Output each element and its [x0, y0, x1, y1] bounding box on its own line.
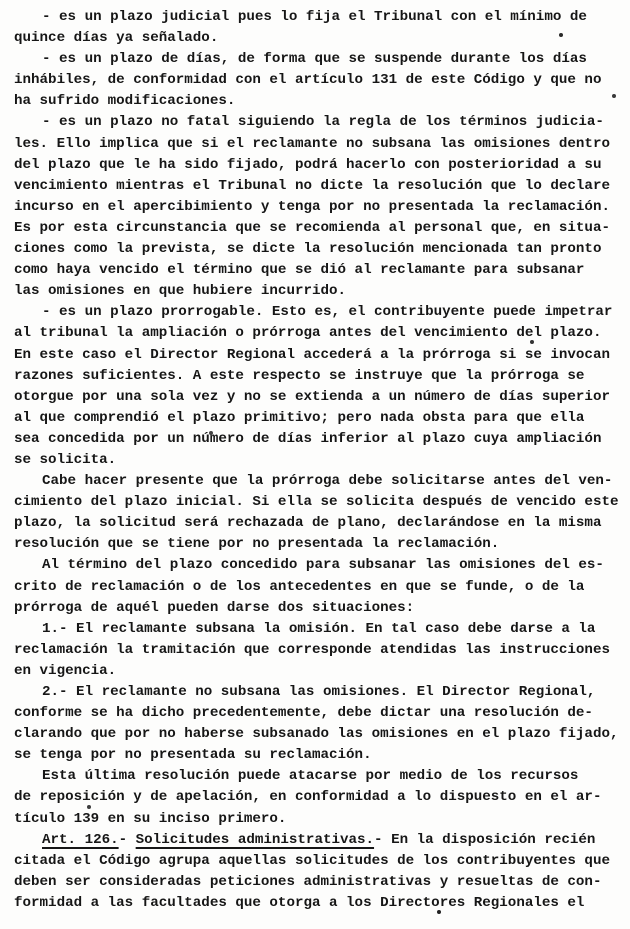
text-line [14, 830, 626, 851]
text-line: - es un plazo de días, de forma que se suspende durante los días [42, 51, 587, 68]
text-line: inhábiles, de conformidad con el artículo 131 de este Código y que no [14, 72, 602, 89]
text-line: quince días ya señalado. [14, 30, 219, 47]
text-line: tículo 139 en su inciso primero. [14, 810, 287, 827]
text-line: citada el Código agrupa aquellas solicitudes de los contribuyentes que [14, 852, 610, 869]
text-line: Cabe hacer presente que la prórroga debe solicitarse antes del ven- [42, 473, 613, 490]
text-line: ciones como la prevista, se dicte la resolución mencionada tan pronto [14, 241, 602, 258]
text-line: 1.- El reclamante subsana la omisión. En tal caso debe darse a la [42, 620, 596, 637]
text-line: prórroga de aquél pueden darse dos situaciones: [14, 599, 415, 616]
text-line: crito de reclamación o de los antecedentes en que se funde, o de la [14, 578, 585, 595]
text-line: - es un plazo prorrogable. Esto es, el contribuyente puede impetrar [42, 304, 613, 321]
text-line: clarando que por no haberse subsanado las omisiones en el plazo fijado, [14, 726, 619, 743]
text-line: al tribunal la ampliación o prórroga antes del vencimiento del plazo. [14, 325, 602, 342]
text-line: En este caso el Director Regional accederá a la prórroga si se invocan [14, 346, 610, 363]
text-line: ha sufrido modificaciones. [14, 93, 236, 110]
underlined-heading-segment: Solicitudes administrativas. [135, 831, 375, 848]
text-line: - es un plazo judicial pues lo fija el Tribunal con el mínimo de [42, 9, 587, 25]
text-line: Al término del plazo concedido para subsanar las omisiones del es- [42, 557, 604, 574]
text-line: se tenga por no presentada su reclamación. [14, 747, 372, 764]
text-line: razones suficientes. A este respecto se instruye que la prórroga se [14, 367, 585, 384]
text-line: - es un plazo no fatal siguiendo la regla de los términos judicia- [42, 114, 604, 131]
text-line: formidad a las facultades que otorga a los Directores Regionales el [14, 894, 585, 911]
text-line: 2.- El reclamante no subsana las omisiones. El Director Regional, [42, 684, 596, 700]
text-line: sea concedida por un número de días inferior al plazo cuya ampliación [14, 430, 602, 447]
text-line: se solicita. [14, 451, 117, 468]
text-line: resolución que se tiene por no presentada la reclamación. [14, 536, 500, 553]
text-line: vencimiento mientras el Tribunal no dicte la resolución que lo declare [14, 177, 610, 194]
text-line: al que comprendió el plazo primitivo; pero nada obsta para que ella [14, 409, 585, 426]
underlined-heading-segment: Art. 126. [42, 831, 119, 848]
text-segment: - [118, 831, 136, 848]
text-line: reclamación la tramitación que corresponde atendidas las instrucciones [14, 641, 610, 658]
text-line: otorgue por una sola vez y no se extienda a un número de días superior [14, 388, 610, 405]
text-line: las omisiones en que hubiere incurrido. [14, 283, 347, 300]
text-line: les. Ello implica que si el reclamante no subsana las omisiones dentro [14, 135, 610, 152]
text-line: conforme se ha dicho precedentemente, debe dictar una resolución de- [14, 705, 593, 722]
text-line: Esta última resolución puede atacarse por medio de los recursos [42, 768, 579, 785]
text-line: de reposición y de apelación, en conformidad a lo dispuesto en el ar- [14, 789, 602, 806]
text-line: cimiento del plazo inicial. Si ella se solicita después de vencido este [14, 494, 619, 511]
text-line: Es por esta circunstancia que se recomienda al personal que, en situa- [14, 219, 610, 236]
text-line: en vigencia. [14, 662, 117, 679]
text-line: del plazo que le ha sido fijado, podrá hacerlo con posterioridad a su [14, 156, 602, 173]
text-line: plazo, la solicitud será rechazada de plano, declarándose en la misma [14, 515, 602, 532]
text-line: como haya vencido el término que se dió al reclamante para subsanar [14, 262, 585, 279]
text-line: deben ser consideradas peticiones administrativas y resueltas de con- [14, 873, 602, 890]
text-segment: - En la disposición recién [374, 831, 596, 848]
document-body [14, 7, 626, 914]
text-line: incurso en el apercibimiento y tenga por no presentada la reclamación. [14, 198, 610, 215]
